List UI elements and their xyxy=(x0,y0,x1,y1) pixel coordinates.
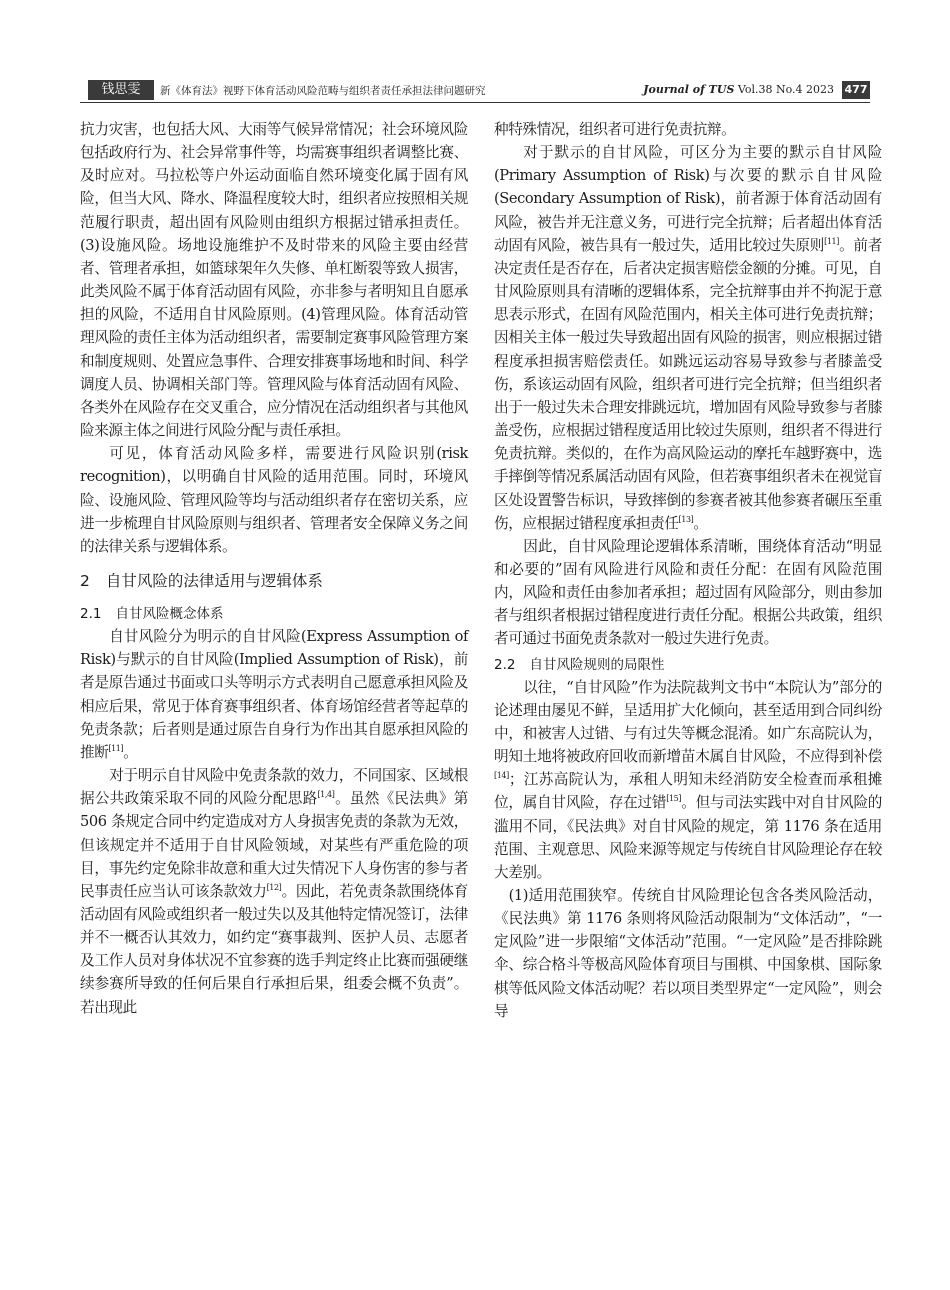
citation[interactable]: [1,4] xyxy=(317,790,335,800)
citation[interactable]: [13] xyxy=(678,514,694,524)
subsection-heading xyxy=(80,603,468,625)
journal-issue: Vol.38 No.4 2023 xyxy=(737,83,834,96)
subsection-number: 2.2 xyxy=(494,656,516,673)
citation[interactable]: [11] xyxy=(824,236,839,246)
page-number: 477 xyxy=(842,81,870,99)
page-header xyxy=(80,80,870,103)
journal-name: Journal of TUS xyxy=(643,83,735,96)
paragraph: 以往，“自甘风险”作为法院裁判文书中“本院认为”部分的论述理由屡见不鲜，呈适用扩大化倾向，甚至适用到合同纠纷中，和被害人过错、与有过失等概念混淆。如广东高院认为，明知土地将被政府回收而新增苗木属自甘风险，不应得到补偿[14]；江苏高院认为，承租人明知未经消防安全检查而承租摊位，属自甘风险，存在过错[15]。但与司法实践中对自甘风险的滥用不同，《民法典》对自甘风险的规定，第 1176 条在适用范围、主观意思、风险来源等规定与传统自甘风险理论存在较大差别。 xyxy=(494,678,882,881)
subsection-title: 自甘风险概念体系 xyxy=(115,606,224,623)
paragraph: 因此，自甘风险理论逻辑体系清晰，围绕体育活动“明显和必要的”固有风险进行风险和责任分配：在固有风险范围内，风险和责任由参加者承担；超过固有风险部分，则由参加者与组织者根据过错程度进行责任分配。根据公共政策，组织者可通过书面免责条款对一般过失进行免责。 xyxy=(494,537,882,648)
paragraph: 自甘风险分为明示的自甘风险(Express Assumption of Risk)与默示的自甘风险(Implied Assumption of Risk)，前者是原告通过书面或口头等明示方式表明自己愿意承担风险及相应后果，常见于体育赛事组织者、体育场馆经营者等起草的免责条款；后者则是通过原告自身行为作出其自愿承担风险的推断[11]。 xyxy=(80,628,468,761)
section-title: 自甘风险的法律适用与逻辑体系 xyxy=(105,571,323,590)
citation[interactable]: [12] xyxy=(266,882,282,892)
subsection-title: 自甘风险规则的局限性 xyxy=(529,656,665,673)
paragraph: (1)适用范围狭窄。传统自甘风险理论包含各类风险活动，《民法典》第 1176 条则将风险活动限制为“文体活动”，“一定风险”进一步限缩“文体活动”范围。“一定风险”是否排除跳伞、综合格斗等极高风险体育项目与围棋、中国象棋、国际象棋等低风险文体活动呢？若以项目类型界定“一定风险”，则会导 xyxy=(494,887,882,1020)
paragraph: 抗力灾害，也包括大风、大雨等气候异常情况；社会环境风险包括政府行为、社会异常事件等，均需赛事组织者调整比赛、及时应对。马拉松等户外运动面临自然环境变化属于固有风险，但当大风、降水、降温程度较大时，组织者应按照相关规范履行职责，超出固有风险则由组织方根据过错承担责任。(3)设施风险。场地设施维护不及时带来的风险主要由经营者、管理者承担，如篮球架年久失修、单杠断裂等致人损害，此类风险不属于体育活动固有风险，亦非参与者明知且自愿承担的风险，不适用自甘风险原则。(4)管理风险。体育活动管理风险的责任主体为活动组织者，需要制定赛事风险管理方案和制度规则、处置应急事件、合理安排赛事场地和时间、科学调度人员、协调相关部门等。管理风险与体育活动固有风险、各类外在风险存在交叉重合，应分情况在活动组织者与其他风险来源主体之间进行风险分配与责任承担。 xyxy=(80,121,468,440)
left-column xyxy=(80,118,468,1019)
section-heading xyxy=(80,570,468,593)
paragraph: 可见，体育活动风险多样，需要进行风险识别(risk recognition)，以明确自甘风险的适用范围。同时，环境风险、设施风险、管理风险等均与活动组织者存在密切关系，应进一步梳理自甘风险原则与组织者、管理者安全保障义务之间的法律关系与逻辑体系。 xyxy=(80,445,468,555)
journal-info xyxy=(643,83,834,96)
paragraph: 对于默示的自甘风险，可区分为主要的默示自甘风险(Primary Assumption of Risk)与次要的默示自甘风险(Secondary Assumption of Risk)，前者源于体育活动固有风险，被告并无注意义务，可进行完全抗辩；后者超出体育活动固有风险，被告具有一般过失，适用比较过失原则[11]。前者决定责任是否存在，后者决定损害赔偿金额的分摊。可见，自甘风险原则具有清晰的逻辑体系，完全抗辩事由并不拘泥于意思表示形式，在固有风险范围内，相关主体可进行免责抗辩；因相关主体一般过失导致超出固有风险的损害，则应根据过错程度承担损害赔偿责任。如跳远运动容易导致参与者膝盖受伤，系该运动固有风险，组织者可进行完全抗辩；但当组织者出于一般过失未合理安排跳远坑，增加固有风险导致参与者膝盖受伤，应根据过错程度适用比较过失原则，组织者不得进行免责抗辩。类似的，在作为高风险运动的摩托车越野赛中，选手摔倒等情况系属活动固有风险，但若赛事组织者未在视觉盲区处设置警告标识，导致摔倒的参赛者被其他参赛者碾压至重伤，应根据过错程度承担责任[13]。 xyxy=(494,144,882,532)
right-column xyxy=(494,118,882,1023)
paragraph: 对于明示自甘风险中免责条款的效力，不同国家、区域根据公共政策采取不同的风险分配思路[1,4]。虽然《民法典》第 506 条规定合同中约定造成对方人身损害免责的条款为无效，但该规定并不适用于自甘风险领域，对某些有严重危险的项目，事先约定免除非故意和重大过失情况下人身伤害的参与者民事责任应当认可该条款效力[12]。因此，若免责条款围绕体育活动固有风险或组织者一般过失以及其他特定情况签订，法律并不一概否认其效力，如约定“赛事裁判、医护人员、志愿者及工作人员对身体状况不宜参赛的选手判定终止比赛而强硬继续参赛所导致的任何后果自行承担后果，组委会概不负责”。若出现此 xyxy=(80,767,468,1016)
citation[interactable]: [15] xyxy=(666,794,682,804)
subsection-heading xyxy=(494,654,882,676)
citation[interactable]: [14] xyxy=(494,771,509,781)
author-name: 钱思雯 xyxy=(88,80,154,100)
section-number: 2 xyxy=(80,571,90,590)
running-title: 新《体育法》视野下体育活动风险范畴与组织者责任承担法律问题研究 xyxy=(160,85,486,97)
paragraph: 种特殊情况，组织者可进行免责抗辩。 xyxy=(494,121,736,138)
citation[interactable]: [11] xyxy=(108,744,124,754)
subsection-number: 2.1 xyxy=(80,606,102,623)
